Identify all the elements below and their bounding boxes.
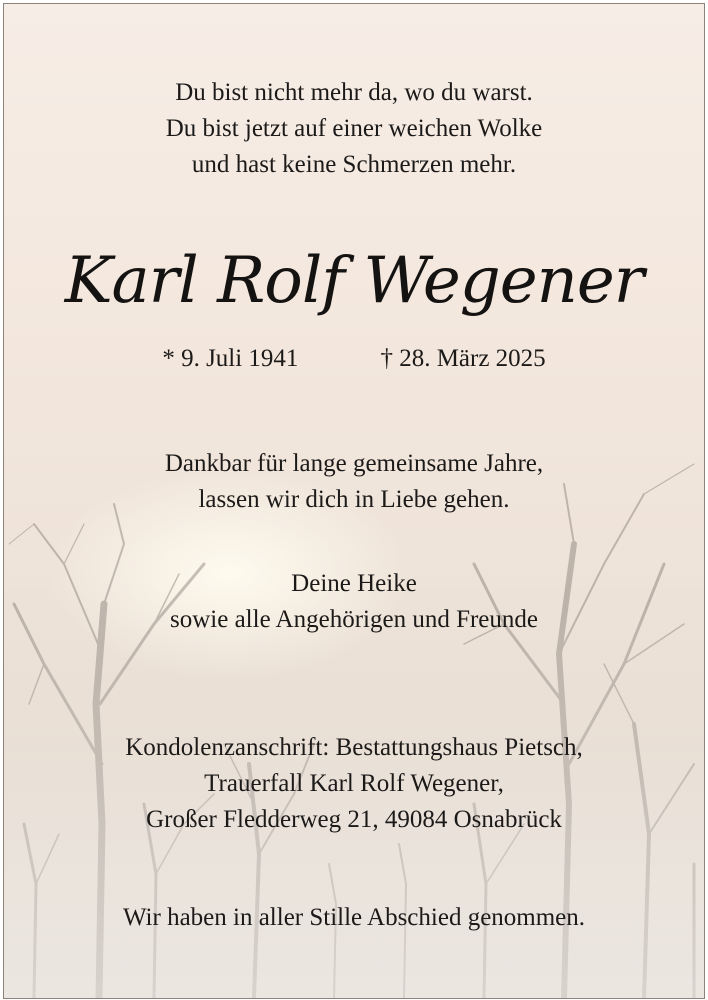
mourner-line: sowie alle Angehörigen und Freunde [170,606,538,633]
thanks-text [4,446,704,518]
address-line: Kondolenzanschrift: Bestattungshaus Pietsch, [125,734,583,761]
deceased-name: Karl Rolf Wegener [64,244,644,318]
life-dates [4,341,704,377]
opening-verse [4,75,704,183]
address-line: Großer Fledderweg 21, 49084 Osnabrück [146,806,562,833]
obituary-card [3,3,705,999]
birth-date: * 9. Juli 1941 [162,345,299,372]
mourner-line: Deine Heike [291,570,417,597]
verse-line: Du bist jetzt auf einer weichen Wolke [165,115,543,142]
thanks-line: lassen wir dich in Liebe gehen. [198,486,510,513]
verse-line: und hast keine Schmerzen mehr. [191,151,517,178]
closing-note: Wir haben in aller Stille Abschied genommen. [122,904,586,931]
address-line: Trauerfall Karl Rolf Wegener, [204,770,504,797]
verse-line: Du bist nicht mehr da, wo du warst. [175,79,533,106]
thanks-line: Dankbar für lange gemeinsame Jahre, [164,450,544,477]
mourners-signature [4,566,704,638]
condolence-address [4,730,704,838]
death-date: † 28. März 2025 [380,345,546,372]
